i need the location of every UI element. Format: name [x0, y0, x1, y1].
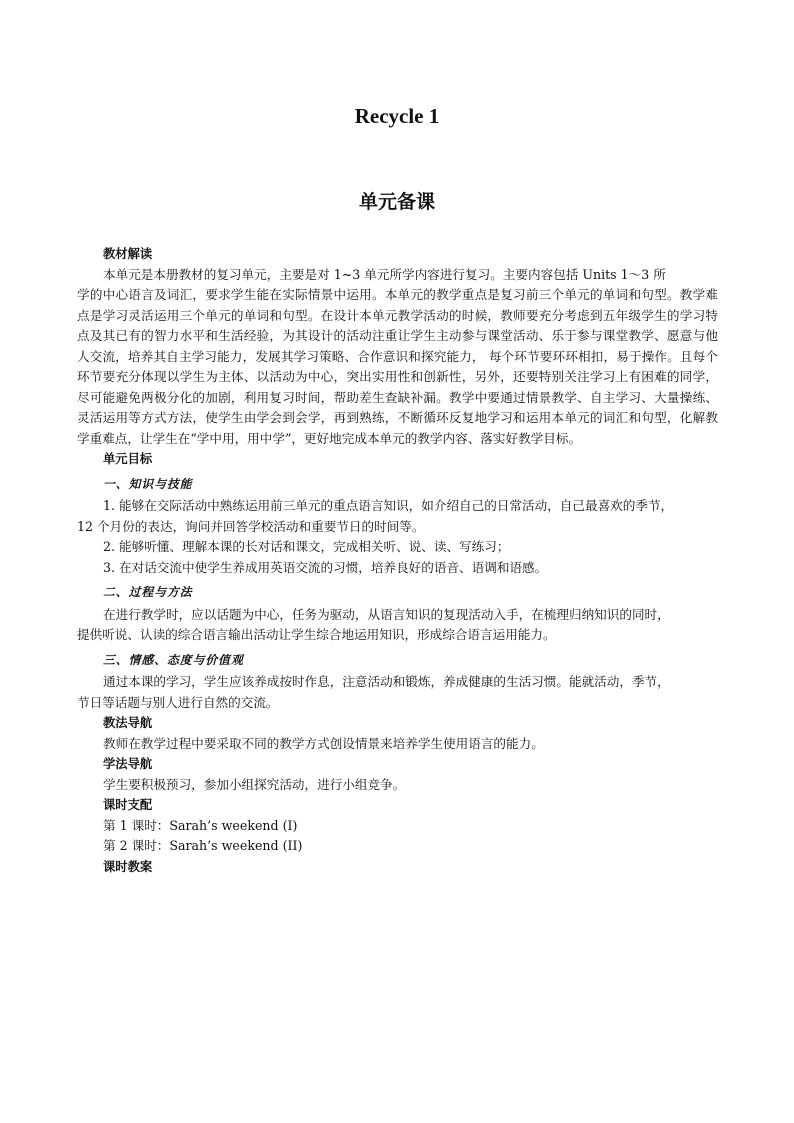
paragraph-material-first-line: 本单元是本册教材的复习单元，主要是对 1~3 单元所学内容进行复习。主要内容包括 Units 1～3 所 — [103, 266, 666, 282]
section-heading-material: 教材解读 — [103, 247, 153, 261]
section-heading-teaching: 教法导航 — [103, 716, 153, 730]
teaching-text: 教师在教学过程中要采取不同的教学方式创设情景来培养学生使用语言的能力。 — [103, 735, 544, 751]
section-heading-learning: 学法导航 — [103, 757, 153, 771]
goal2-line2: 提供听说、认读的综合语言输出活动让学生综合地运用知识，形成综合语言运用能力。 — [77, 627, 556, 642]
paragraph-material-body: 学的中心语言及词汇，要求学生能在实际情景中运用。本单元的教学重点是复习前三个单元的单词和句型。教学难点是学习灵活运用三个单元的单词和句型。在设计本单元教学活动的时候，教师要充分考虑到五年级学生的学习特点及其已有的智力水平和生活经验，为其设计的活动注重让学生主动参与课堂活动、乐于参与课堂教学、愿意与他人交流，培养其自主学习能力，发展其学习策略、合作意识和探究能力， 每个环节要环环相扣，易于操作。且每个环节要充分体现以学生为主体、以活动为中心，突出实用性和创新性，另外，还要特别关注学习上有困难的同学，尽可能避免两极分化的加剧，利用复习时间，帮助差生查缺补漏。教学中要通过情景教学、自主学习、大量操练、灵活运用等方式方法，使学生由学会到会学，再到熟练，不断循环反复地学习和运用本单元的词汇和句型，化解教学重难点，让学生在“学中用，用中学”，更好地完成本单元的教学内容、落实好教学目标。 — [77, 287, 718, 446]
goal3-line2: 节日等话题与别人进行自然的交流。 — [77, 694, 279, 710]
subheading-knowledge-skills: 一、知识与技能 — [103, 476, 193, 491]
goal1-item3: 3. 在对话交流中使学生养成用英语交流的习惯，培养良好的语音、语调和语感。 — [103, 559, 548, 575]
lesson-2: 第 2 课时：Sarah’s weekend (II) — [103, 838, 303, 853]
goal1-item1-line2: 12 个月份的表达，询问并回答学校活动和重要节日的时间等。 — [77, 518, 425, 534]
subheading-attitude-values: 三、情感、态度与价值观 — [103, 652, 244, 667]
goal2-line1: 在进行教学时，应以话题为中心，任务为驱动，从语言知识的复现活动入手，在梳理归纳知识的同时， — [103, 606, 670, 622]
section-heading-goals: 单元目标 — [103, 452, 153, 466]
page-subtitle: 单元备课 — [358, 191, 435, 213]
goal1-item1-line1: 1. 能够在交际活动中熟练运用前三单元的重点语言知识，如介绍自己的日常活动，自己最喜欢的季节， — [103, 498, 674, 513]
page-title: Recycle 1 — [354, 104, 440, 128]
section-heading-schedule: 课时支配 — [103, 798, 153, 812]
section-heading-lesson-plan: 课时教案 — [103, 859, 153, 874]
learning-text: 学生要积极预习，参加小组探究活动，进行小组竞争。 — [103, 776, 406, 792]
lesson-1: 第 1 课时：Sarah’s weekend (I) — [103, 817, 298, 833]
subheading-process-method: 二、过程与方法 — [103, 585, 193, 599]
goal1-item2: 2. 能够听懂、理解本课的长对话和课文，完成相关听、说、读、写练习； — [103, 539, 510, 554]
goal3-line1: 通过本课的学习，学生应该养成按时作息，注意活动和锻炼，养成健康的生活习惯。能就活动，季节， — [103, 674, 670, 689]
document-body — [77, 244, 718, 877]
